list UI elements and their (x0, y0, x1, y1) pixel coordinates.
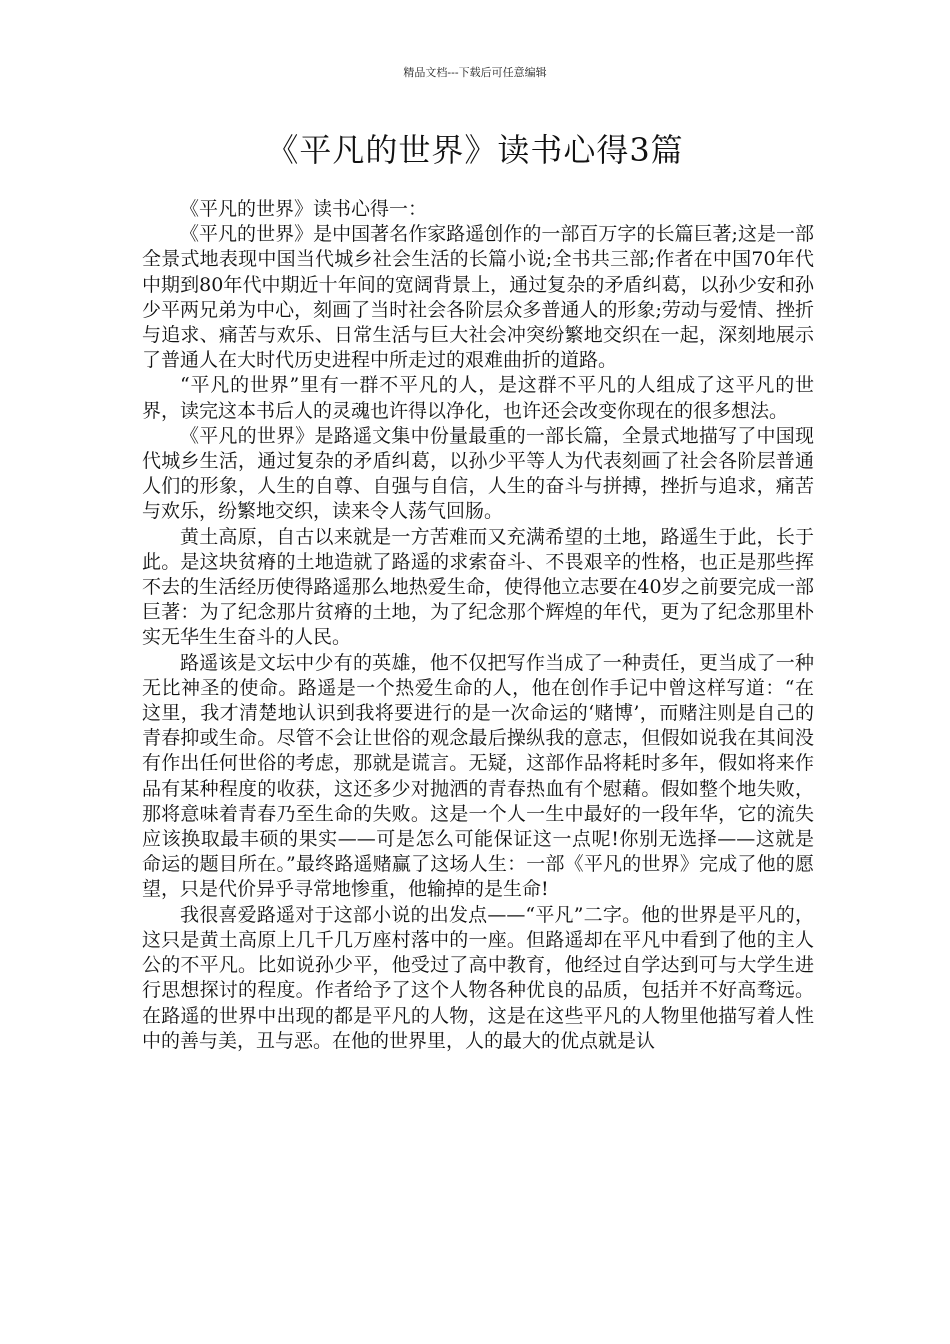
body-paragraph: 我很喜爱路遥对于这部小说的出发点——“平凡”二字。他的世界是平凡的，这只是黄土高原上几千几万座村落中的一座。但路遥却在平凡中看到了他的主人公的不平凡。比如说孙少平，他受过了高中教育，他经过自学达到可与大学生进行思想探讨的程度。作者给予了这个人物各种优良的品质，包括并不好高骛远。在路遥的世界中出现的都是平凡的人物，这是在这些平凡的人物里他描写着人性中的善与美，丑与恶。在他的世界里，人的最大的优点就是认 (142, 903, 814, 1052)
section-heading: 《平凡的世界》读书心得一： (180, 198, 428, 220)
document-body (142, 197, 814, 1054)
body-paragraph: “平凡的世界”里有一群不平凡的人，是这群不平凡的人组成了这平凡的世界，读完这本书后人的灵魂也许得以净化，也许还会改变你现在的很多想法。 (142, 374, 814, 422)
page-header-note: 精品文档---下载后可任意编辑 (403, 66, 547, 79)
body-paragraph: 《平凡的世界》是路遥文集中份量最重的一部长篇，全景式地描写了中国现代城乡生活，通过复杂的矛盾纠葛，以孙少平等人为代表刻画了社会各阶层普通人们的形象，人生的自尊、自强与自信，人生的奋斗与拼搏，挫折与追求，痛苦与欢乐，纷繁地交织，读来令人荡气回肠。 (142, 424, 814, 523)
body-paragraph: 黄土高原，自古以来就是一方苦难而又充满希望的土地，路遥生于此，长于此。是这块贫瘠的土地造就了路遥的求索奋斗、不畏艰辛的性格，也正是那些挥不去的生活经历使得路遥那么地热爱生命，使得他立志要在40岁之前要完成一部巨著：为了纪念那片贫瘠的土地，为了纪念那个辉煌的年代，更为了纪念那里朴实无华生生奋斗的人民。 (142, 525, 814, 649)
body-paragraph: 《平凡的世界》是中国著名作家路遥创作的一部百万字的长篇巨著;这是一部全景式地表现中国当代城乡社会生活的长篇小说;全书共三部;作者在中国70年代中期到80年代中期近十年间的宽阔背景上，通过复杂的矛盾纠葛，以孙少安和孙少平两兄弟为中心，刻画了当时社会各阶层众多普通人的形象;劳动与爱情、挫折与追求、痛苦与欢乐、日常生活与巨大社会冲突纷繁地交织在一起，深刻地展示了普通人在大时代历史进程中所走过的艰难曲折的道路。 (142, 223, 814, 372)
body-paragraph: 路遥该是文坛中少有的英雄，他不仅把写作当成了一种责任，更当成了一种无比神圣的使命。路遥是一个热爱生命的人，他在创作手记中曾这样写道：“在这里，我才清楚地认识到我将要进行的是一次命运的‘赌博’，而赌注则是自己的青春抑或生命。尽管不会让世俗的观念最后操纵我的意志，但假如说我在其间没有作出任何世俗的考虑，那就是谎言。无疑，这部作品将耗时多年，假如将来作品有某种程度的收获，这还多少对抛洒的青春热血有个慰藉。假如整个地失败，那将意味着青春乃至生命的失败。这是一个人一生中最好的一段年华，它的流失应该换取最丰硕的果实——可是怎么可能保证这一点呢!你别无选择——这就是命运的题目所在。”最终路遥赌赢了这场人生：一部《平凡的世界》完成了他的愿望，只是代价异乎寻常地惨重，他输掉的是生命! (142, 651, 814, 901)
document-title: 《平凡的世界》读书心得3篇 (266, 131, 684, 169)
